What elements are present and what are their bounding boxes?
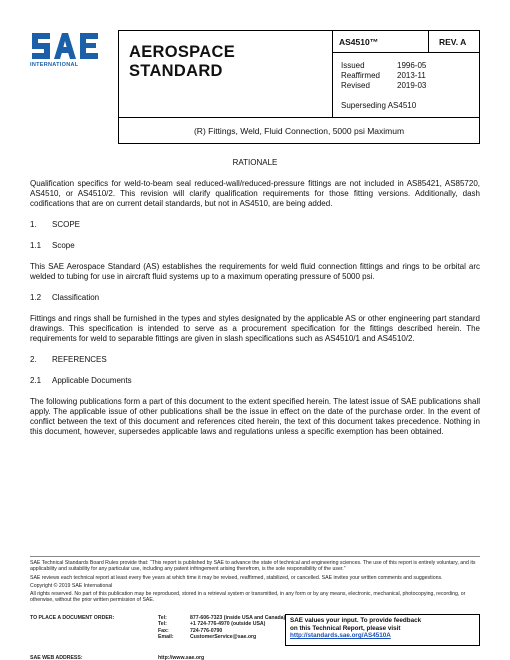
superseding-note: Superseding AS4510 — [341, 101, 417, 110]
feedback-line-1: SAE values your input. To provide feedback — [290, 617, 422, 624]
section-heading — [30, 376, 480, 386]
fax-value: 724-776-0790 — [190, 627, 223, 634]
section-number: 1.2 — [30, 293, 42, 302]
web-label: SAE WEB ADDRESS: — [30, 655, 83, 660]
reaffirmed-label: Reaffirmed — [341, 71, 380, 80]
email-label: Email: — [158, 633, 174, 640]
standard-type — [119, 31, 333, 117]
standard-line-2: STANDARD — [129, 62, 223, 80]
issued-date: 1996-05 — [397, 61, 427, 70]
logo-subtext: INTERNATIONAL — [30, 62, 79, 68]
section-title: REFERENCES — [52, 355, 107, 364]
document-header — [118, 30, 480, 118]
order-label: TO PLACE A DOCUMENT ORDER: — [30, 615, 115, 621]
section-title: Scope — [52, 241, 75, 250]
tel-label: Tel: — [158, 615, 167, 621]
footer-rules-text: SAE Technical Standards Board Rules provide that: “This report is published by SAE to advance the state of technical and engineering sciences. The use of this report is entirely voluntary, and its applicability and suitability for any particular use, including any patent infringement arising therefrom, is the sole responsibility of the user.” — [30, 560, 476, 573]
reaffirmed-date: 2013-11 — [397, 71, 426, 80]
section-title: Classification — [52, 293, 100, 302]
section-title: Applicable Documents — [52, 376, 132, 385]
footer-copyright: Copyright © 2019 SAE International — [30, 582, 113, 589]
scope-text: This SAE Aerospace Standard (AS) establishes the requirements for weld fluid connection fittings and rings to be orbital arc welded to tubing for use in aircraft fluid systems up to a maximum operating pressure of 5000 psi. — [30, 262, 480, 281]
standard-line-1: AEROSPACE — [129, 43, 235, 61]
legal-footer — [30, 556, 480, 606]
classification-text: Fittings and rings shall be furnished in the types and styles designated by the applicable AS or other engineering part standard drawings. This specification is intended to serve as a procurement specification for the fittings described herein. The requirements for weld to separable fittings are given in slash specifications such as AS4510/1 and AS4510/2. — [30, 314, 480, 343]
contact-labels — [158, 615, 188, 640]
rationale-title: RATIONALE — [232, 158, 278, 167]
section-number: 1. — [30, 220, 37, 229]
section-number: 1.1 — [30, 241, 42, 250]
date-block — [341, 61, 426, 91]
footer-review-text: SAE reviews each technical report at least every five years at which time it may be revised, reaffirmed, stabilized, or cancelled. SAE invites your written comments and suggestions. — [30, 574, 443, 581]
revised-date: 2019-03 — [397, 81, 427, 90]
section-title: SCOPE — [52, 220, 81, 229]
feedback-line-2: on this Technical Report, please visit — [290, 624, 401, 632]
tel2-value: +1 724-776-4970 (outside USA) — [190, 621, 266, 628]
rationale-text: Qualification specifics for weld-to-beam seal reduced-wall/reduced-pressure fittings are not included in AS85421, AS85720, AS4510, or AS4510/2. This revision will clarify qualification requirements for those fitting versions. Additionally, dash codifications that are on current detail standards, but not in AS4510, are being added. — [30, 179, 480, 208]
document-subject: (R) Fittings, Weld, Fluid Connection, 5000 psi Maximum — [118, 118, 480, 144]
revised-label: Revised — [341, 81, 370, 90]
section-heading — [30, 293, 480, 303]
section-heading — [30, 241, 480, 251]
section-number: 2. — [30, 355, 37, 364]
revision-label: REV. A — [429, 31, 480, 53]
issued-label: Issued — [341, 61, 365, 70]
section-heading — [30, 355, 480, 365]
fax-label: Fax: — [158, 627, 169, 634]
feedback-box — [285, 614, 480, 646]
section-heading — [30, 220, 480, 230]
web-link[interactable]: http://www.sae.org — [158, 655, 205, 660]
email-link[interactable]: CustomerService@sae.org — [190, 633, 257, 640]
feedback-link[interactable]: http://standards.sae.org/AS4510A — [290, 632, 391, 639]
tel2-label: Tel: — [158, 621, 167, 628]
footer-rights-text: All rights reserved. No part of this publication may be reproduced, stored in a retrieval system or transmitted, in any form or by any means, electronic, mechanical, photocopying, recording, or otherwise, without the prior written permission of SAE. — [30, 591, 466, 604]
applicable-documents-text: The following publications form a part of this document to the extent specified herein. The latest issue of SAE publications shall apply. The applicable issue of other publications shall be the issue in effect on the date of the purchase order. In the event of conflict between the text of this document and references cited herein, the text of this document takes precedence. Nothing in this document, however, supersedes applicable laws and regulations unless a specific exemption has been obtained. — [30, 397, 480, 436]
document-id: AS4510™ — [333, 31, 429, 53]
section-number: 2.1 — [30, 376, 42, 385]
document-body — [30, 158, 480, 448]
tel-value: 877-606-7323 (inside USA and Canada) — [190, 615, 286, 621]
